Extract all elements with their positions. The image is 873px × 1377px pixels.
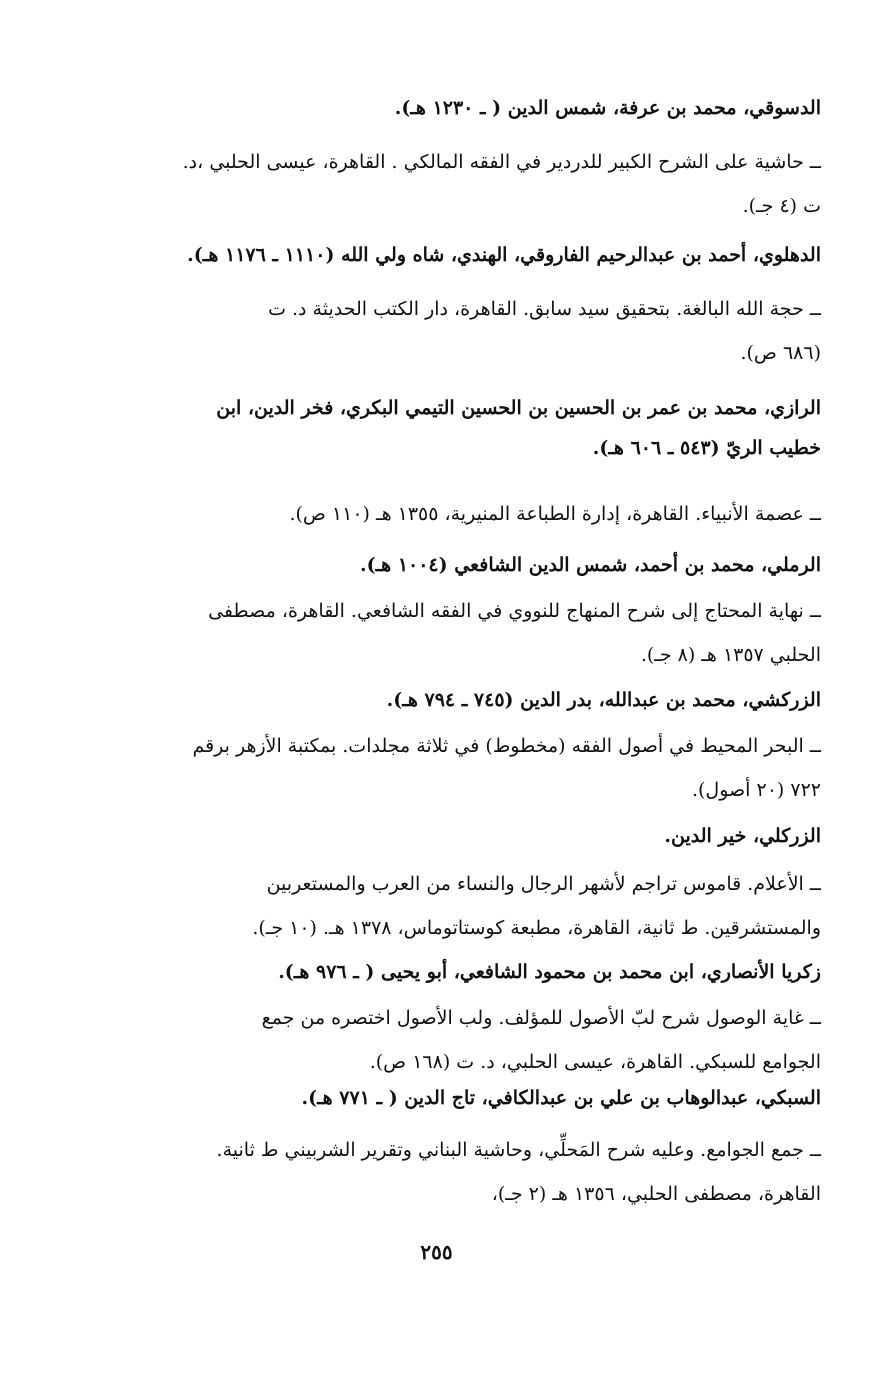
bibliography-entry — [121, 680, 821, 812]
author-line: السبكي، عبدالوهاب بن علي بن عبدالكافي، تاج الدين ( ـ ٧٧١ هـ). — [301, 1087, 821, 1109]
bibliography-entry — [121, 388, 821, 536]
author-line-part: الرازي، محمد بن عمر بن الحسين بن الحسين التيمي البكري، فخر الدين، ابن — [216, 397, 821, 419]
work-line: ــ الأعلام. قاموس تراجم لأشهر الرجال والنساء من العرب والمستعربين — [266, 873, 821, 895]
author-line: الرملي، محمد بن أحمد، شمس الدين الشافعي (١٠٠٤ هـ). — [360, 554, 821, 576]
work-description — [121, 492, 821, 536]
work-line: ٧٢٢ (٢٠ أصول). — [691, 779, 821, 801]
author-line — [121, 388, 821, 468]
work-line: (٦٨٦ ص). — [740, 342, 821, 364]
author-line: الزركلي، خير الدين. — [664, 825, 821, 847]
bibliography-entry — [121, 88, 821, 228]
author-line: الزركشي، محمد بن عبدالله، بدر الدين (٧٤٥ ـ ٧٩٤ هـ). — [386, 689, 821, 711]
work-line: القاهرة، مصطفى الحلبي، ١٣٥٦ هـ (٢ جـ)، — [491, 1183, 821, 1205]
work-description — [121, 1128, 821, 1216]
work-line: ــ حجة الله البالغة. بتحقيق سيد سابق. القاهرة، دار الكتب الحديثة د. ت — [268, 298, 821, 320]
bibliography-entry — [121, 816, 821, 950]
author-line: الدسوقي، محمد بن عرفة، شمس الدين ( ـ ١٢٣٠ هـ). — [394, 97, 821, 119]
work-line: ــ البحر المحيط في أصول الفقه (مخطوط) في ثلاثة مجلدات. بمكتبة الأزهر برقم — [192, 735, 821, 757]
bibliography-entry — [121, 952, 821, 1084]
work-description — [121, 589, 821, 677]
work-description — [121, 724, 821, 812]
author-line: زكريا الأنصاري، ابن محمد بن محمود الشافعي، أبو يحيى ( ـ ٩٧٦ هـ). — [278, 961, 821, 983]
author-line: الدهلوي، أحمد بن عبدالرحيم الفاروقي، الهندي، شاه ولي الله (١١١٠ ـ ١١٧٦ هـ). — [187, 244, 821, 266]
work-line: الحلبي ١٣٥٧ هـ (٨ جـ). — [640, 644, 821, 666]
work-line: ــ حاشية على الشرح الكبير للدردير في الفقه المالكي . القاهرة، عيسى الحلبي ،د. — [182, 151, 821, 173]
work-line: ــ جمع الجوامع. وعليه شرح المَحلِّي، وحاشية البناني وتقرير الشربيني ط ثانية. — [216, 1139, 821, 1161]
bibliography-entry — [121, 1078, 821, 1216]
work-description — [121, 287, 821, 375]
work-line: والمستشرقين. ط ثانية، القاهرة، مطبعة كوستاتوماس، ١٣٧٨ هـ. (١٠ جـ). — [252, 917, 821, 939]
work-line: ــ نهاية المحتاج إلى شرح المنهاج للنووي في الفقه الشافعي. القاهرة، مصطفى — [208, 600, 821, 622]
work-line: ــ غاية الوصول شرح لبّ الأصول للمؤلف. ولب الأصول اختصره من جمع — [261, 1007, 821, 1029]
work-line: ــ عصمة الأنبياء. القاهرة، إدارة الطباعة المنيرية، ١٣٥٥ هـ (١١٠ ص). — [289, 503, 821, 525]
work-line: الجوامع للسبكي. القاهرة، عيسى الحلبي، د. ت (١٦٨ ص). — [369, 1051, 821, 1073]
work-description — [121, 862, 821, 950]
work-line: ت (٤ جـ). — [742, 195, 821, 217]
author-line-part: خطيب الريّ (٥٤٣ ـ ٦٠٦ هـ). — [592, 437, 821, 459]
page-number: ٢٥٥ — [420, 1240, 453, 1264]
bibliography-entry — [121, 235, 821, 375]
work-description — [121, 996, 821, 1084]
bibliography-entry — [121, 545, 821, 677]
work-description — [121, 140, 821, 228]
